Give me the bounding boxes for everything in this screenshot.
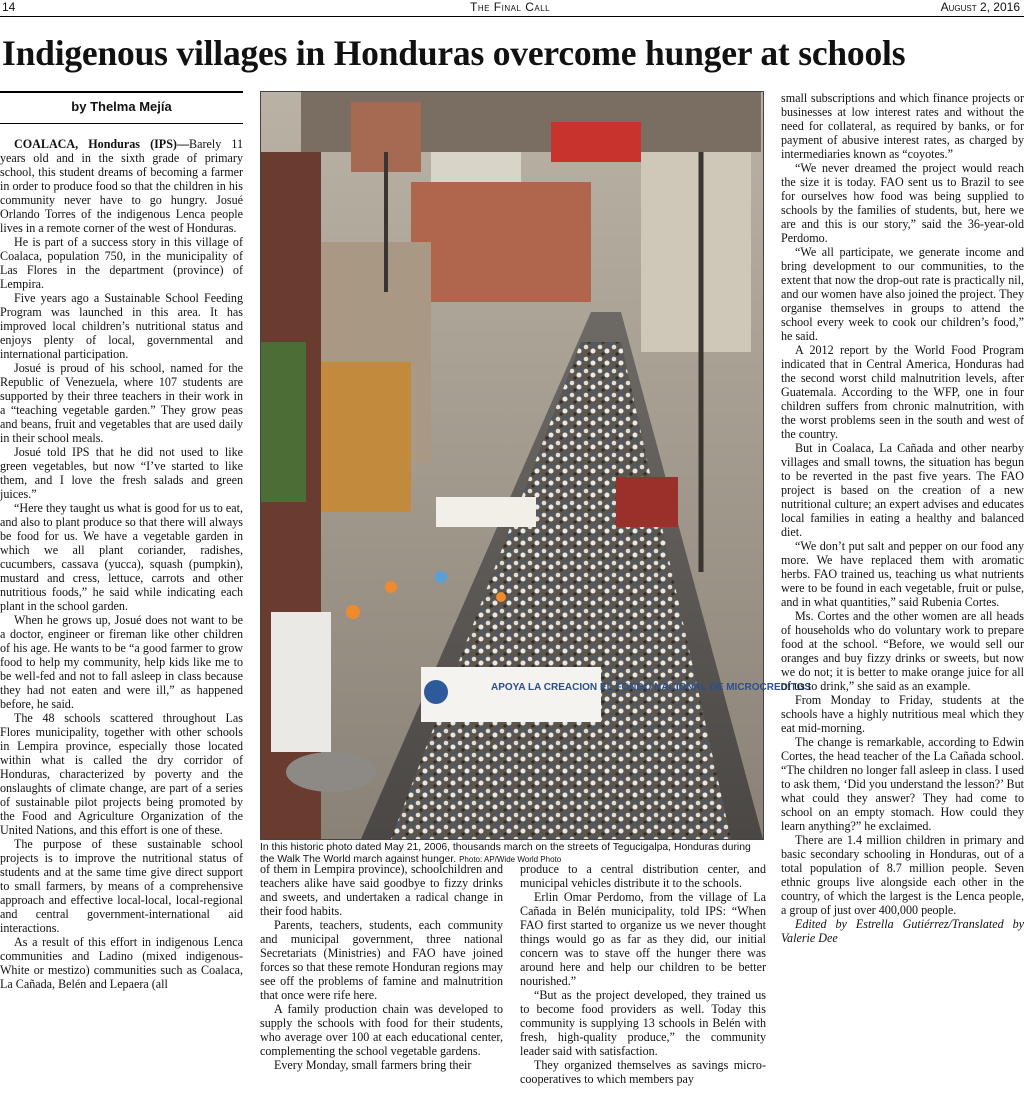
- march-photo: [260, 91, 812, 840]
- headline: Indigenous villages in Honduras overcome hunger at schools: [2, 33, 906, 73]
- dateline: COALACA, Honduras (IPS)—: [14, 137, 190, 151]
- paragraph: The change is remarkable, according to Edwin Cortes, the head teacher of the La Cañada school. “The children no longer fall asleep in class. I used to ask them, ‘Did you understand the lesson?’ But what could they answer? They had come to school on an empty stomach. How could they learn anything?” he exclaimed.: [781, 735, 1024, 833]
- article-column-3: [520, 862, 766, 1086]
- paragraph: Five years ago a Sustainable School Feeding Program was launched in this area. It has improved local children’s nutritional status and enjoys plenty of local, governmental and international participation.: [0, 291, 243, 361]
- photo-illustration: [261, 92, 812, 839]
- paragraph: They organized themselves as savings micro-cooperatives to which members pay: [520, 1058, 766, 1086]
- banner-text: APOYA LA CREACION EL FONDO NACIONAL DE MICROCREDITOS: [491, 682, 812, 693]
- paragraph: A family production chain was developed to supply the schools with food for their students, who average over 100 at each educational center, complementing the school vegetable gardens.: [260, 1002, 503, 1058]
- paragraph: “We never dreamed the project would reach the size it is today. FAO sent us to Brazil to see for ourselves how food was being supplied to schools by the families of students, but, here we are and this is our story,” said the 36-year-old Perdomo.: [781, 161, 1024, 245]
- paragraph: “But as the project developed, they trained us to become food providers as well. Today this community is supplying 13 schools in Belén with fresh, high-quality produce,” the community leader said with satisfaction.: [520, 988, 766, 1058]
- paragraph: small subscriptions and which finance projects or businesses at low interest rates and without the need for collateral, as required by banks, or for payment of abusive interest rates, as charged by intermediaries known as “coyotes.”: [781, 91, 1024, 161]
- page-header: [0, 0, 1024, 17]
- paragraph: produce to a central distribution center, and municipal vehicles distribute it to the schools.: [520, 862, 766, 890]
- paragraph: “We all participate, we generate income and bring development to our communities, to the extent that now the drop-out rate is practically nil, and our women have also joined the project. They organise themselves in groups to attend the school every week to cook our children’s food,” he said.: [781, 245, 1024, 343]
- paragraph: But in Coalaca, La Cañada and other nearby villages and small towns, the situation has begun to be reverted in the past five years. The FAO project is based on the creation of a new nutritional culture; an expert advises and educates local families in eating a healthy and balanced diet.: [781, 441, 1024, 539]
- article-column-1: [0, 137, 243, 991]
- paragraph: The 48 schools scattered throughout Las Flores municipality, together with other schools in Lempira province, especially those located within what is called the dry corridor of Honduras, characterized by poverty and the onslaughts of climate change, are part of a series of sustainable pilot projects being promoted by the Food and Agriculture Organization of the United Nations, and this effort is one of these.: [0, 711, 243, 837]
- paragraph: As a result of this effort in indigenous Lenca communities and Ladino (mixed indigenous-White or mestizo) communities such as Coalaca, La Cañada, Belén and Lepaera (all: [0, 935, 243, 991]
- paragraph: Erlin Omar Perdomo, from the village of La Cañada in Belén municipality, told IPS: “When FAO first started to organize us we never thought things would go as far as they did, our initial concern was to stave off the hunger there was around here and help our children to be better nourished.”: [520, 890, 766, 988]
- paragraph: Josué is proud of his school, named for the Republic of Venezuela, where 107 students are supported by their three teachers in their work in a “teaching vegetable garden.” They grow peas and beans, fruit and vegetables that are used daily in their school meals.: [0, 361, 243, 445]
- paragraph: The purpose of these sustainable school projects is to improve the nutritional status of students and at the same time give direct support to small farmers, by means of a comprehensive approach and effective local-local, local-regional and central government-international aid interactions.: [0, 837, 243, 935]
- paragraph: There are 1.4 million children in primary and basic secondary schooling in Honduras, out of a total population of 8.7 million people. Seven ethnic groups live alongside each other in the country, of which the largest is the Lenca people, a group of just over 400,000 people.: [781, 833, 1024, 917]
- paragraph: A 2012 report by the World Food Program indicated that in Central America, Honduras had the second worst child malnutrition levels, after Guatemala. According to the WFP, one in four children suffers from chronic malnutrition, with the worst problems seen in the south and west of the country.: [781, 343, 1024, 441]
- issue-date: August 2, 2016: [940, 0, 1020, 14]
- paragraph: “Here they taught us what is good for us to eat, and also to plant produce so that there will always be food for us. We have a vegetable garden in which we all plant coriander, radishes, cucumbers, cassava (yucca), squash (pumpkin), mustard and cress, lettuce, carrots and other nutritious foods,” he said while indicating each plant in the school garden.: [0, 501, 243, 613]
- page-number: 14: [2, 0, 16, 14]
- caption-text: In this historic photo dated May 21, 2006, thousands march on the streets of Tegucigalpa, Honduras during the Walk The World march against hunger.: [260, 842, 751, 865]
- publication-name: The Final Call: [470, 0, 551, 14]
- byline: by Thelma Mejía: [71, 99, 172, 114]
- photo-credit: Photo: AP/Wide World Photo: [459, 855, 562, 864]
- paragraph-text: Barely 11 years old and in the sixth grade of primary school, this student dreams of becoming a farmer in order to produce food so that the children in his community never have to go hungry. Josué Orlando Torres of the indigenous Lenca people lives in a remote corner of the west of Honduras.: [0, 137, 244, 235]
- paragraph: When he grows up, Josué does not want to be a doctor, engineer or fireman like other children of his age. He wants to be “a good farmer to grow food to help my community, help kids like me to be well-fed and not to fall asleep in class because they had not eaten and were ill,” as happened before, he said.: [0, 613, 243, 711]
- paragraph: Every Monday, small farmers bring their: [274, 1058, 472, 1072]
- paragraph: Parents, teachers, students, each community and municipal government, three national Secretariats (Ministries) and FAO have joined forces so that these remote Honduran regions may see off the problems of famine and malnutrition that once were rife here.: [260, 918, 503, 1002]
- editor-credit: Edited by Estrella Gutiérrez/Translated by Valerie Dee: [781, 917, 1024, 945]
- paragraph: He is part of a success story in this village of Coalaca, population 750, in the municipality of Las Flores in the department (province) of Lempira.: [0, 235, 243, 291]
- paragraph: “We don’t put salt and pepper on our food any more. We have replaced them with aromatic herbs. FAO trained us, teaching us what nutrients were to be found in each vegetable, fruit or pulse, and in what quantities,” said Rubenia Cortes.: [781, 539, 1024, 609]
- byline-box: [0, 91, 243, 124]
- article-column-4: [781, 91, 1024, 945]
- paragraph: Josué told IPS that he did not used to like green vegetables, but now “I’ve started to like them, and I love the fresh salads and green juices.”: [0, 445, 243, 501]
- paragraph: Ms. Cortes and the other women are all heads of households who do voluntary work to prepare food at the school. “Before, we would sell our oranges and buy fizzy drinks or sweets, but now we do not; it is better to make orange juice for all of us to drink,” she said as an example.: [781, 609, 1024, 693]
- paragraph: of them in Lempira province), schoolchildren and teachers alike have said goodbye to fizzy drinks and sweets, and undertaken a radical change in their food habits.: [260, 862, 503, 918]
- paragraph: [0, 137, 243, 235]
- paragraph: From Monday to Friday, students at the schools have a highly nutritious meal which they eat mid-morning.: [781, 693, 1024, 735]
- article-column-2: [260, 862, 503, 1072]
